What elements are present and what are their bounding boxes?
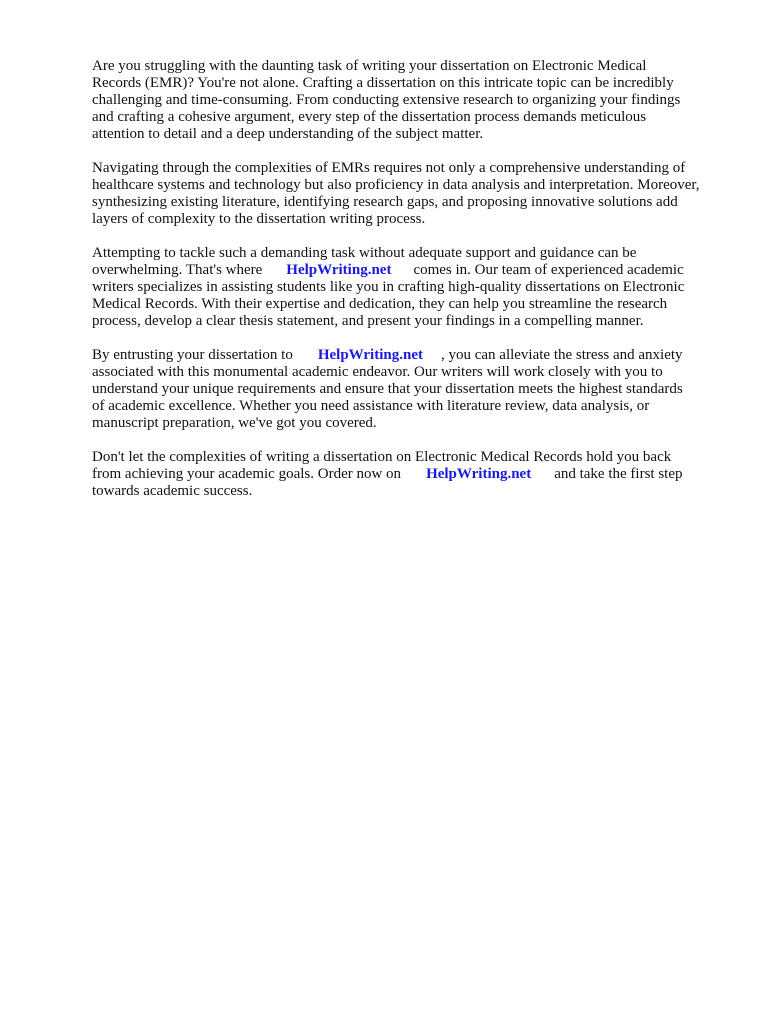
paragraph-call-to-action (92, 449, 732, 500)
paragraph-complexities (92, 160, 732, 228)
text-line: understand your unique requirements and ensure that your dissertation meets the highest standards (92, 381, 683, 397)
helpwriting-link[interactable]: HelpWriting.net (286, 262, 392, 278)
paragraph-entrusting (92, 347, 732, 432)
text-line-with-link (92, 347, 732, 364)
text-segment: comes in. Our team of experienced academic (413, 262, 684, 278)
text-line: healthcare systems and technology but also proficiency in data analysis and interpretation. Moreover, (92, 177, 700, 193)
text-line: manuscript preparation, we've got you covered. (92, 415, 377, 431)
paragraph-support (92, 245, 732, 330)
text-line-with-link (92, 262, 732, 279)
text-line: Attempting to tackle such a demanding task without adequate support and guidance can be (92, 245, 637, 261)
text-segment: and take the first step (554, 466, 683, 482)
text-line: of academic excellence. Whether you need assistance with literature review, data analysis, or (92, 398, 650, 414)
text-line-with-link (92, 466, 732, 483)
text-line: synthesizing existing literature, identifying research gaps, and proposing innovative solutions add (92, 194, 678, 210)
text-line: and crafting a cohesive argument, every step of the dissertation process demands meticulous (92, 109, 647, 125)
text-segment: , you can alleviate the stress and anxiety (440, 347, 683, 363)
document-page (92, 58, 732, 517)
text-line: challenging and time-consuming. From conducting extensive research to organizing your findings (92, 92, 681, 108)
text-line: attention to detail and a deep understanding of the subject matter. (92, 126, 484, 142)
text-line: Navigating through the complexities of EMRs requires not only a comprehensive understanding of (92, 160, 686, 176)
text-line: writers specializes in assisting students like you in crafting high-quality dissertations on Electronic (92, 279, 685, 295)
text-line: process, develop a clear thesis statement, and present your findings in a compelling manner. (92, 313, 644, 329)
text-line: Don't let the complexities of writing a dissertation on Electronic Medical Records hold you back (92, 449, 672, 465)
helpwriting-link[interactable]: HelpWriting.net (317, 347, 423, 363)
text-line: Medical Records. With their expertise and dedication, they can help you streamline the research (92, 296, 668, 312)
text-segment: By entrusting your dissertation to (92, 347, 293, 363)
text-segment: overwhelming. That's where (92, 262, 263, 278)
text-line: layers of complexity to the dissertation writing process. (92, 211, 426, 227)
paragraph-intro (92, 58, 732, 143)
text-line: Are you struggling with the daunting task of writing your dissertation on Electronic Medical (92, 58, 647, 74)
text-line: Records (EMR)? You're not alone. Crafting a dissertation on this intricate topic can be incredibly (92, 75, 674, 91)
text-line: towards academic success. (92, 483, 253, 499)
helpwriting-link[interactable]: HelpWriting.net (426, 466, 532, 482)
text-line: associated with this monumental academic endeavor. Our writers will work closely with you to (92, 364, 663, 380)
text-segment: from achieving your academic goals. Order now on (92, 466, 402, 482)
